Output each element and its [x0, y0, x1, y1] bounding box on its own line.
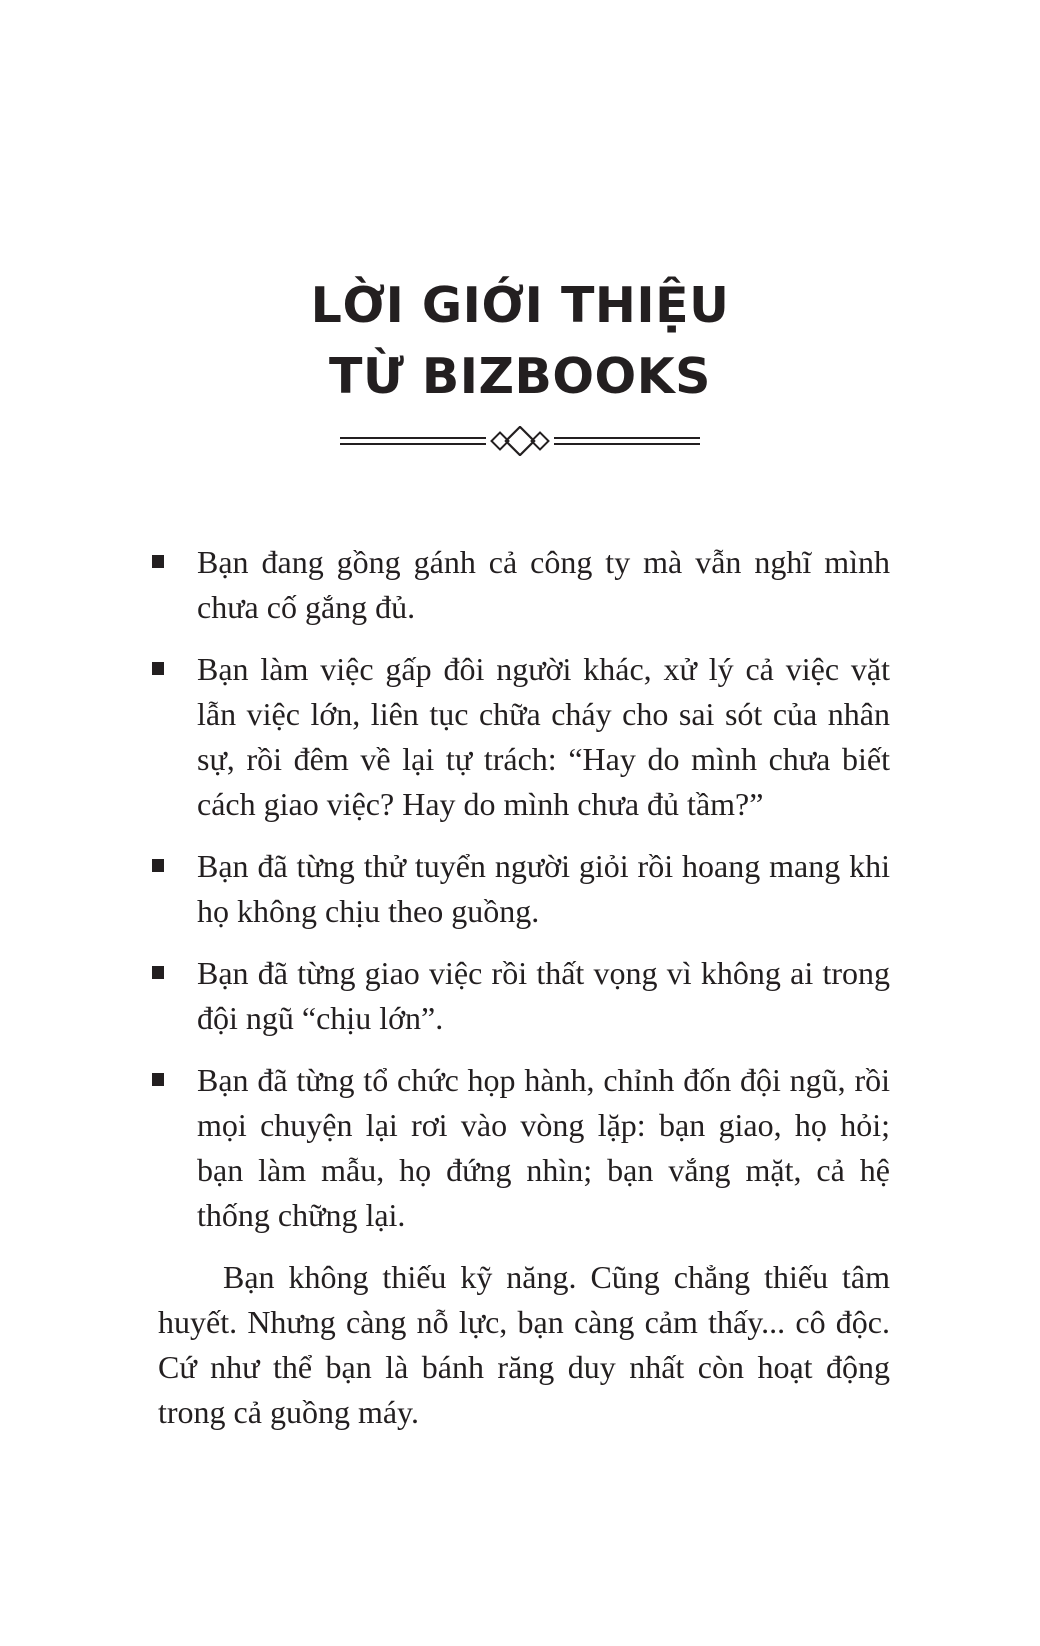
- list-item: [152, 1058, 890, 1238]
- bullet-square-icon: [152, 966, 164, 979]
- title-line-2: TỪ BIZBOOKS: [329, 348, 711, 405]
- intro-bullet-list: [152, 540, 890, 1238]
- bullet-text: Bạn đã từng thử tuyển người giỏi rồi hoang mang khi họ không chịu theo guồng.: [197, 848, 890, 929]
- list-item: [152, 540, 890, 630]
- bullet-text: Bạn đã từng tổ chức họp hành, chỉnh đốn đội ngũ, rồi mọi chuyện lại rơi vào vòng lặp: bạn giao, họ hỏi; bạn làm mẫu, họ đứng nhìn; bạn vắng mặt, cả hệ thống chững lại.: [197, 1062, 890, 1233]
- list-item: [152, 844, 890, 934]
- bullet-square-icon: [152, 859, 164, 872]
- bullet-text: Bạn đang gồng gánh cả công ty mà vẫn nghĩ mình chưa cố gắng đủ.: [197, 544, 890, 625]
- title-line-1: LỜI GIỚI THIỆU: [310, 277, 730, 334]
- list-item: [152, 647, 890, 827]
- bullet-square-icon: [152, 555, 164, 568]
- bullet-square-icon: [152, 662, 164, 675]
- bullet-text: Bạn đã từng giao việc rồi thất vọng vì không ai trong đội ngũ “chịu lớn”.: [197, 955, 890, 1036]
- ornament-divider: [0, 426, 1040, 456]
- closing-paragraph: Bạn không thiếu kỹ năng. Cũng chẳng thiếu tâm huyết. Nhưng càng nỗ lực, bạn càng cảm thấy... cô độc. Cứ như thể bạn là bánh răng duy nhất còn hoạt động trong cả guồng máy.: [158, 1259, 890, 1430]
- page-title: [0, 0, 1040, 412]
- diamond-ornament-icon: [340, 426, 700, 456]
- bullet-text: Bạn làm việc gấp đôi người khác, xử lý cả việc vặt lẫn việc lớn, liên tục chữa cháy cho sai sót của nhân sự, rồi đêm về lại tự trách: “Hay do mình chưa biết cách giao việc? Hay do mình chưa đủ tầm?”: [197, 651, 890, 822]
- page-body: [152, 540, 890, 1435]
- bullet-square-icon: [152, 1073, 164, 1086]
- list-item: [152, 951, 890, 1041]
